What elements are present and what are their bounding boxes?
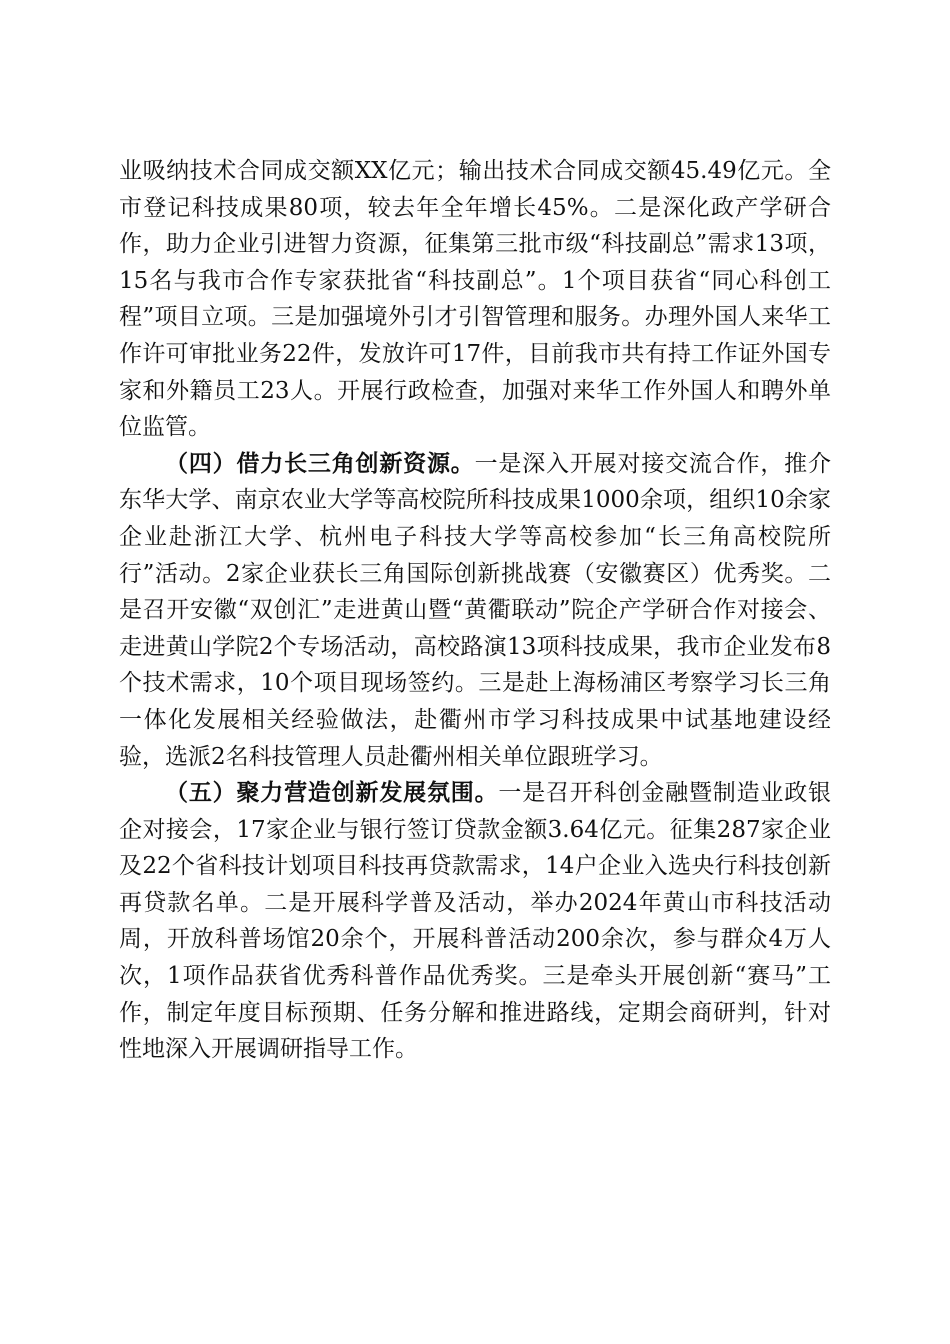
section-heading: （四）借力长三角创新资源。 bbox=[165, 449, 475, 477]
paragraph-section-4 bbox=[119, 446, 831, 775]
paragraph-text: 一是深入开展对接交流合作，推介东华大学、南京农业大学等高校院所科技成果1000余项，组织10余家企业赴浙江大学、杭州电子科技大学等高校参加“长三角高校院所行”活动。2家企业获长三角国际创新挑战赛（安徽赛区）优秀奖。二是召开安徽“双创汇”走进黄山暨“黄衢联动”院企产学研合作对接会、走进黄山学院2个专场活动，高校路演13项科技成果，我市企业发布8个技术需求，10个项目现场签约。三是赴上海杨浦区考察学习长三角一体化发展相关经验做法，赴衢州市学习科技成果中试基地建设经验，选派2名科技管理人员赴衢州相关单位跟班学习。 bbox=[119, 450, 832, 770]
paragraph-section-5 bbox=[119, 775, 831, 1068]
section-heading: （五）聚力营造创新发展氛围。 bbox=[165, 779, 499, 807]
paragraph-text: 业吸纳技术合同成交额XX亿元；输出技术合同成交额45.49亿元。全市登记科技成果80项，较去年全年增长45%。二是深化政产学研合作，助力企业引进智力资源，征集第三批市级“科技副总”需求13项，15名与我市合作专家获批省“科技副总”。1个项目获省“同心科创工程”项目立项。三是加强境外引才引智管理和服务。办理外国人来华工作许可审批业务22件，发放许可17件，目前我市共有持工作证外国专家和外籍员工23人。开展行政检查，加强对来华工作外国人和聘外单位监管。 bbox=[119, 158, 831, 441]
paragraph-continuation bbox=[119, 153, 831, 446]
document-body bbox=[119, 153, 831, 1068]
paragraph-text: 一是召开科创金融暨制造业政银企对接会，17家企业与银行签订贷款金额3.64亿元。征集287家企业及22个省科技计划项目科技再贷款需求，14户企业入选央行科技创新再贷款名单。二是开展科学普及活动，举办2024年黄山市科技活动周，开放科普场馆20余个，开展科普活动200余次，参与群众4万人次，1项作品获省优秀科普作品优秀奖。三是牵头开展创新“赛马”工作，制定年度目标预期、任务分解和推进路线，定期会商研判，针对性地深入开展调研指导工作。 bbox=[119, 780, 832, 1063]
